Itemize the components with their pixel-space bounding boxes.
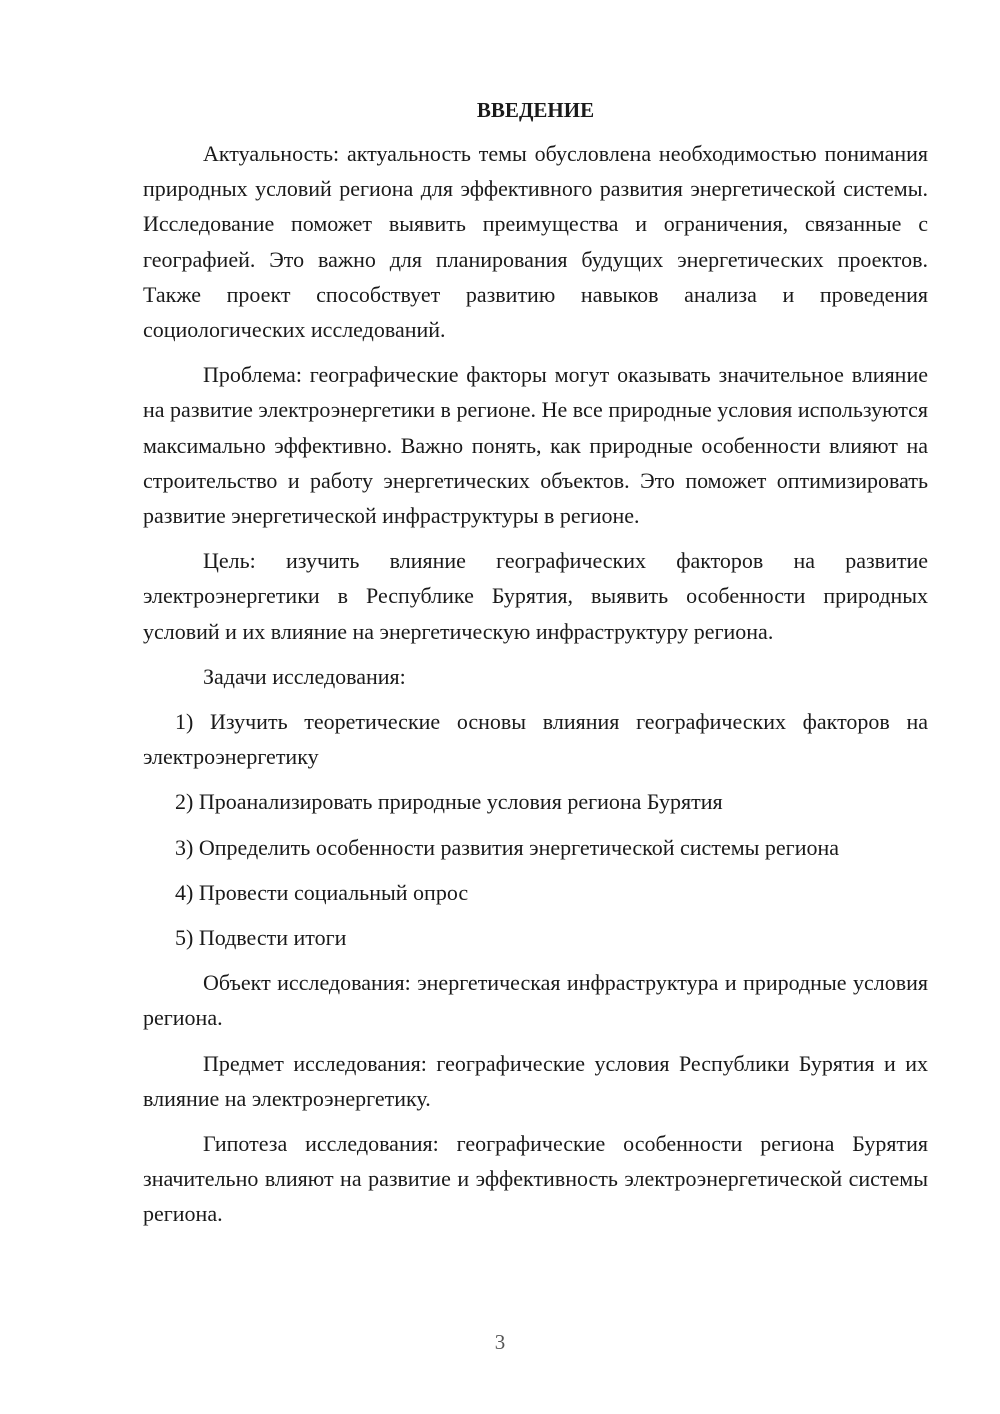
hypothesis-paragraph: Гипотеза исследования: географические особенности региона Бурятия значительно влияют на развитие и эффективность электроэнергетической системы региона. <box>143 1131 928 1227</box>
subject-paragraph: Предмет исследования: географические условия Республики Бурятия и их влияние на электроэнергетику. <box>143 1050 928 1111</box>
tasks-heading: Задачи исследования: <box>203 663 406 689</box>
page-number: 3 <box>494 1330 506 1354</box>
task-item-1: 1) Изучить теоретические основы влияния географических факторов на электроэнергетику <box>143 709 928 770</box>
task-item-5: 5) Подвести итоги <box>175 925 347 951</box>
problem-paragraph: Проблема: географические факторы могут оказывать значительное влияние на развитие электроэнергетики в регионе. Не все природные условия используются максимально эффективно. Важно понять, как природные особенности влияют на строительство и работу энергетических объектов. Это поможет оптимизировать развитие энергетической инфраструктуры в регионе. <box>143 362 928 529</box>
relevance-paragraph: Актуальность: актуальность темы обусловлена необходимостью понимания природных условий региона для эффективного развития энергетической системы. Исследование поможет выявить преимущества и ограничения, связанные с географией. Это важно для планирования будущих энергетических проектов. Также проект способствует развитию навыков анализа и проведения социологических исследований. <box>143 141 928 343</box>
task-item-2: 2) Проанализировать природные условия региона Бурятия <box>175 789 723 815</box>
page-title: ВВЕДЕНИЕ <box>476 98 595 122</box>
goal-paragraph: Цель: изучить влияние географических факторов на развитие электроэнергетики в Республике Бурятия, выявить особенности природных условий и их влияние на энергетическую инфраструктуру региона. <box>143 548 928 644</box>
task-item-4: 4) Провести социальный опрос <box>175 879 469 905</box>
document-page <box>143 93 928 1242</box>
task-item-3: 3) Определить особенности развития энергетической системы региона <box>175 834 840 860</box>
object-paragraph: Объект исследования: энергетическая инфраструктура и природные условия региона. <box>143 970 928 1031</box>
